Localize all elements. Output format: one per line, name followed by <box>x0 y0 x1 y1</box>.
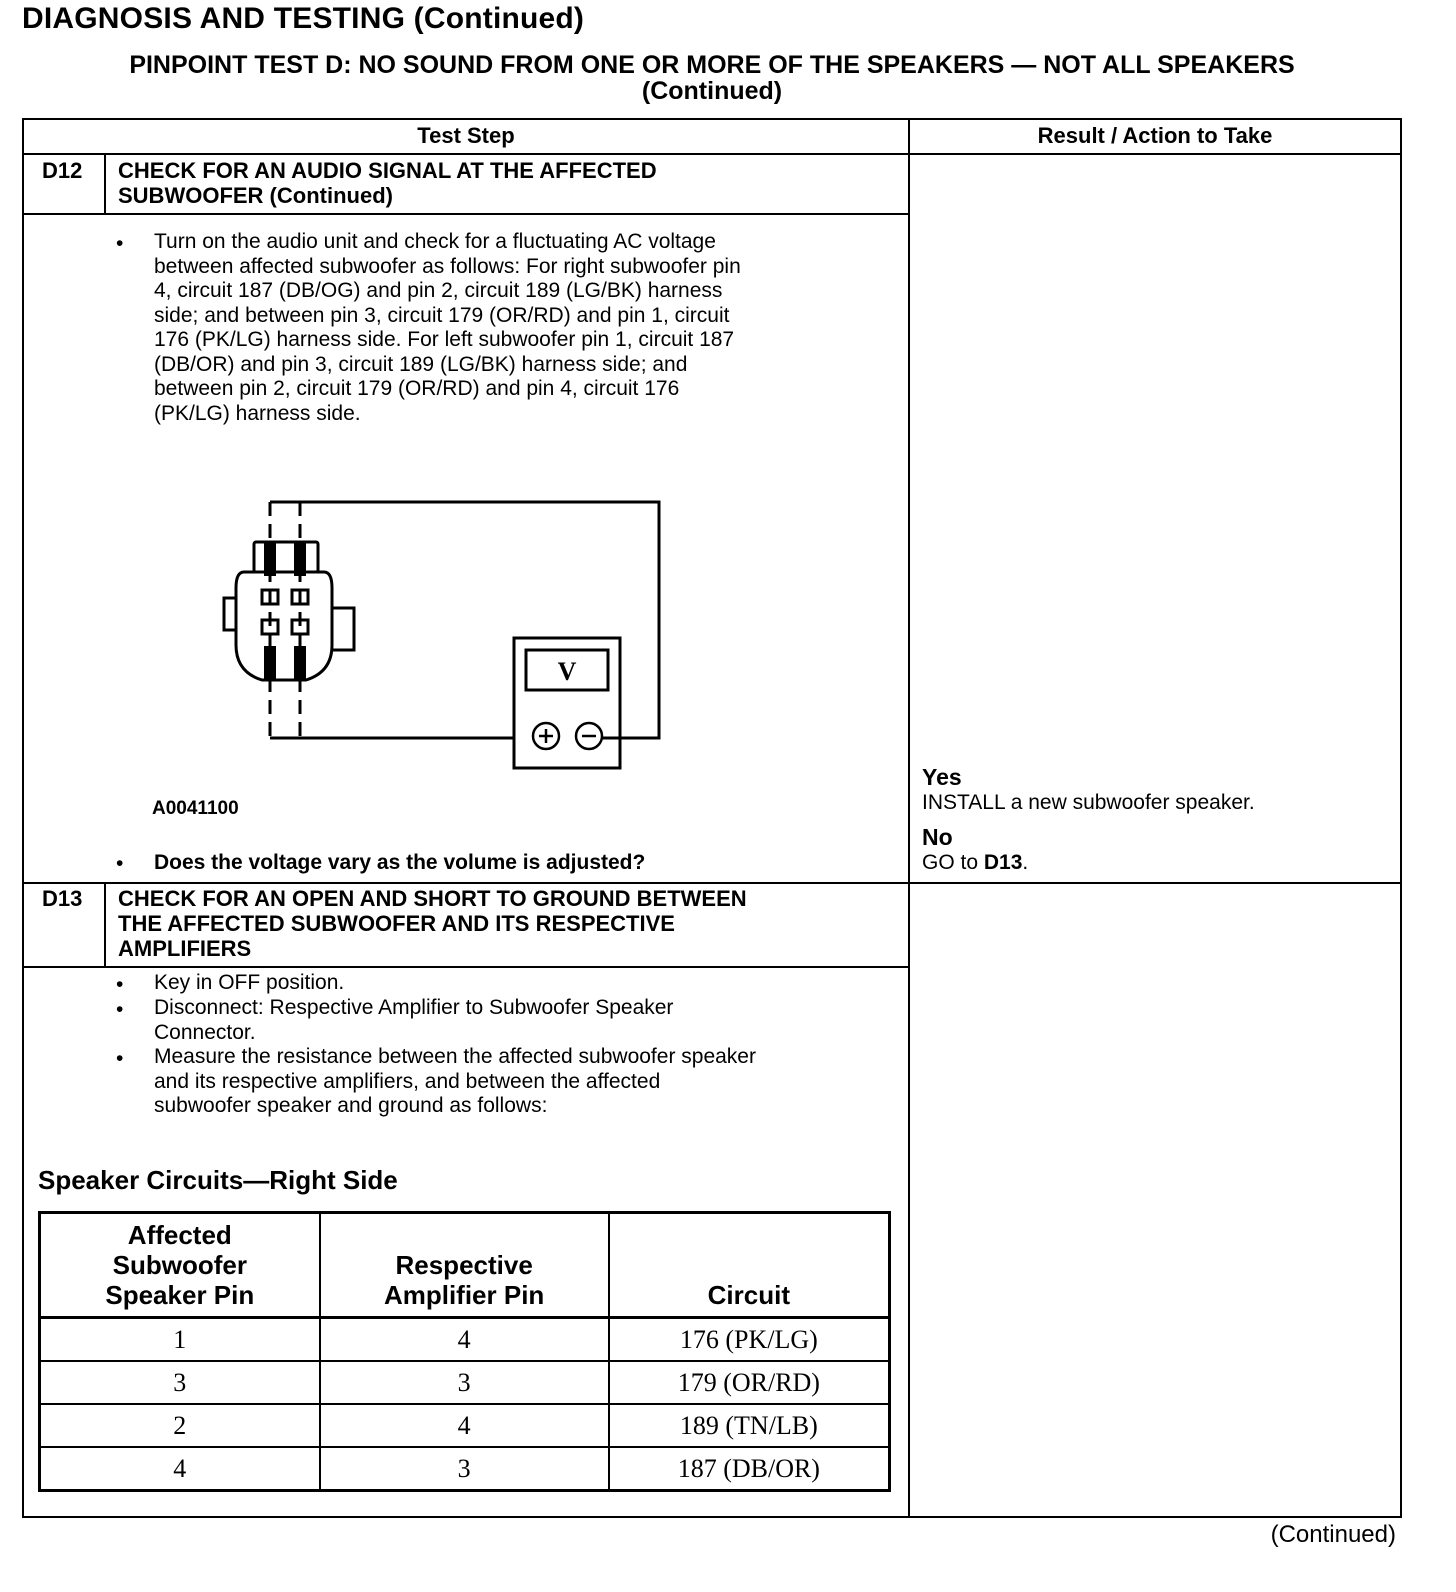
instruction-line: between pin 2, circuit 179 (OR/RD) and pin 4, circuit 176 <box>154 377 680 400</box>
continued-footer: (Continued) <box>1270 1521 1396 1548</box>
table-row <box>40 1361 890 1404</box>
table-cell: 2 <box>40 1404 320 1447</box>
instruction-line: Disconnect: Respective Amplifier to Subwoofer Speaker <box>154 996 674 1019</box>
step-title-line: CHECK FOR AN OPEN AND SHORT TO GROUND BETWEEN <box>118 886 747 911</box>
result-no-label: No <box>922 824 953 850</box>
bullet: • <box>116 852 124 875</box>
table-header-row <box>40 1213 890 1318</box>
table-cell: 189 (TN/LB) <box>609 1404 890 1447</box>
header-line: Subwoofer <box>112 1250 247 1280</box>
step-instruction <box>154 230 741 426</box>
instruction-line: (DB/OR) and pin 3, circuit 189 (LG/BK) harness side; and <box>154 352 688 376</box>
table-cell: 4 <box>320 1404 609 1447</box>
column-header-result: Result / Action to Take <box>1037 123 1273 148</box>
step-instruction <box>154 971 344 996</box>
table-row <box>40 1318 890 1362</box>
table-cell: 4 <box>40 1447 320 1491</box>
table-cell: 3 <box>40 1361 320 1404</box>
instruction-line: 176 (PK/LG) harness side. For left subwoofer pin 1, circuit 187 <box>154 328 735 351</box>
bullet: • <box>116 232 124 255</box>
column-header-speaker-pin <box>40 1213 320 1318</box>
step-title <box>118 886 747 961</box>
instruction-line: Key in OFF position. <box>154 971 345 994</box>
pinpoint-test-title-line1: PINPOINT TEST D: NO SOUND FROM ONE OR MORE OF THE SPEAKERS — NOT ALL SPEAKERS <box>129 51 1295 79</box>
instruction-line: Connector. <box>154 1020 256 1044</box>
instruction-line: subwoofer speaker and ground as follows: <box>154 1094 548 1117</box>
header-line: Amplifier Pin <box>383 1280 545 1310</box>
result-yes-label: Yes <box>922 764 962 790</box>
table-cell: 4 <box>320 1318 609 1362</box>
column-header-circuit <box>609 1213 890 1318</box>
pinpoint-test-title-line2: (Continued) <box>641 77 783 105</box>
table-cell: 3 <box>320 1361 609 1404</box>
voltmeter-label: V <box>557 657 577 686</box>
instruction-line: Turn on the audio unit and check for a fluctuating AC voltage <box>154 230 716 253</box>
figure-caption: A0041100 <box>152 798 239 819</box>
step-question: Does the voltage vary as the volume is adjusted? <box>154 851 646 874</box>
column-header-amplifier-pin <box>320 1213 609 1318</box>
result-no-action-prefix: GO to <box>922 851 984 874</box>
table-cell: 179 (OR/RD) <box>609 1361 890 1404</box>
bullet: • <box>116 1047 124 1070</box>
header-line: Respective <box>395 1250 533 1280</box>
speaker-circuits-table <box>38 1211 891 1492</box>
table-cell: 176 (PK/LG) <box>609 1318 890 1362</box>
table-cell: 3 <box>320 1447 609 1491</box>
step-title-line: SUBWOOFER (Continued) <box>118 183 393 208</box>
instruction-line: 4, circuit 187 (DB/OG) and pin 2, circuit 189 (LG/BK) harness <box>154 279 723 302</box>
section-heading: Speaker Circuits—Right Side <box>38 1165 398 1195</box>
page-title: DIAGNOSIS AND TESTING (Continued) <box>22 2 585 35</box>
step-number: D13 <box>42 886 83 911</box>
step-instruction <box>154 996 673 1045</box>
table-row <box>40 1404 890 1447</box>
table-cell: 187 (DB/OR) <box>609 1447 890 1491</box>
instruction-line: Measure the resistance between the affected subwoofer speaker <box>154 1045 756 1068</box>
result-no-action-suffix: . <box>1022 851 1029 874</box>
bullet: • <box>116 973 124 996</box>
step-title-line: THE AFFECTED SUBWOOFER AND ITS RESPECTIVE <box>118 911 675 936</box>
step-title-line: AMPLIFIERS <box>118 936 252 961</box>
header-line: Circuit <box>707 1280 790 1310</box>
instruction-line: (PK/LG) harness side. <box>154 401 361 425</box>
step-instruction <box>154 1045 756 1119</box>
header-line: Affected <box>127 1220 232 1250</box>
goto-step-link[interactable]: D13 <box>983 851 1023 874</box>
instruction-line: side; and between pin 3, circuit 179 (OR/RD) and pin 1, circuit <box>154 303 730 327</box>
instruction-line: and its respective amplifiers, and between the affected <box>154 1069 661 1093</box>
step-number: D12 <box>42 158 83 183</box>
header-line: Speaker Pin <box>105 1280 255 1310</box>
table-row <box>40 1447 890 1491</box>
result-yes-action: INSTALL a new subwoofer speaker. <box>922 791 1255 814</box>
result-no-action <box>922 851 1028 875</box>
table-cell: 1 <box>40 1318 320 1362</box>
pinpoint-test-title <box>22 52 1402 104</box>
step-title-line: CHECK FOR AN AUDIO SIGNAL AT THE AFFECTED <box>118 158 657 183</box>
step-title <box>118 158 657 208</box>
bullet: • <box>116 998 124 1021</box>
column-header-test-step: Test Step <box>417 123 515 148</box>
instruction-line: between affected subwoofer as follows: For right subwoofer pin <box>154 254 741 278</box>
voltmeter-connector-diagram <box>214 490 674 780</box>
